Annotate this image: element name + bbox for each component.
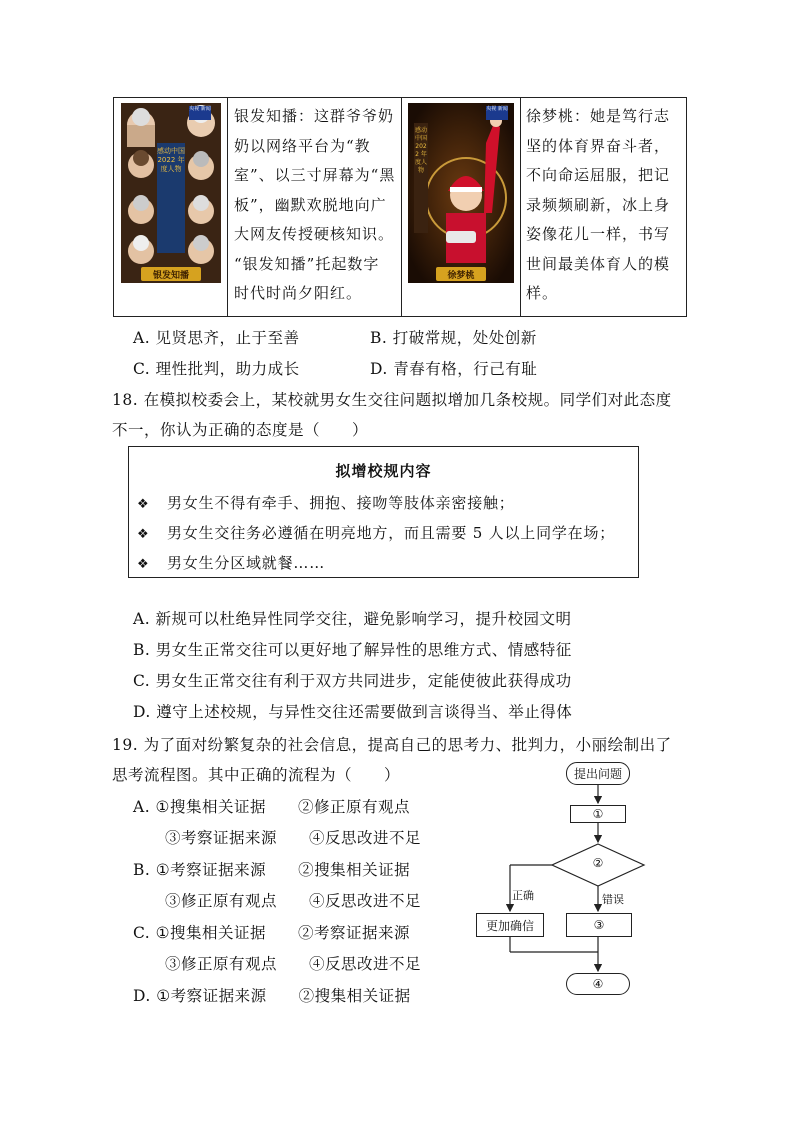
q17-option-c: C. 理性批判，助力成长 (133, 360, 300, 378)
flow-confirm-node: 更加确信 (476, 913, 544, 937)
flow-yes-label: 正确 (512, 889, 534, 902)
rule-item: ❖ 男女生不得有牵手、拥抱、接吻等肢体亲密接触； (137, 494, 515, 512)
rules-box-title: 拟增校规内容 (335, 462, 432, 480)
cell1-text: 银发知播：这群爷爷奶 奶以网络平台为“教 室”、以三寸屏幕为“黑 板”，幽默欢脱地向广 大网友传授硬核知识。 “银发知播”托起数字 时代时尚夕阳红。 (234, 107, 396, 302)
q19-stem-line1: 19. 为了面对纷繁复杂的社会信息，提高自己的思考力、批判力，小丽绘制出了 (112, 736, 672, 754)
rule-item: ❖ 男女生分区域就餐…… (137, 554, 326, 572)
table-divider (520, 98, 521, 316)
q17-option-d: D. 青春有格，行己有耻 (370, 360, 538, 378)
flow-step1-node: ① (570, 805, 626, 823)
flow-decision-node: ② (592, 856, 604, 870)
q17-option-b: B. 打破常规，处处创新 (370, 329, 537, 347)
cell2-text: 徐梦桃：她是笃行志 坚的体育界奋斗者， 不向命运屈服，把记 录频频刷新，冰上身 姿像花儿一样，书写 世间最美体育人的模 样。 (526, 107, 671, 302)
table-divider (401, 98, 402, 316)
q18-option-a: A. 新规可以杜绝异性同学交往，避免影响学习，提升校园文明 (133, 610, 572, 628)
q17-option-a: A. 见贤思齐，止于至善 (133, 329, 300, 347)
xu-mengtao-photo (408, 103, 514, 283)
badge-label: 央视 新闻 (189, 106, 211, 112)
badge-label: 央视 新闻 (486, 106, 508, 112)
flow-no-label: 错误 (602, 893, 624, 906)
q19-option-d: D. ①考察证据来源 ②搜集相关证据 (133, 987, 411, 1005)
silver-streamers-photo (121, 103, 221, 283)
q19-option-b-cont: ③修正原有观点 ④反思改进不足 (133, 892, 422, 910)
vertical-caption: 感动中国 2022 年度人物 (414, 127, 427, 174)
q19-option-b: B. ①考察证据来源 ②搜集相关证据 (133, 861, 411, 879)
table-divider (227, 98, 228, 316)
diamond-bullet-icon: ❖ (137, 497, 150, 512)
q18-stem-line1: 18. 在模拟校委会上，某校就男女生交往问题拟增加几条校规。同学们对此态度 (112, 391, 672, 409)
proposed-rules-box (128, 446, 639, 578)
vertical-caption: 感动中国 2022 年度人物 (157, 147, 185, 173)
photo-caption: 银发知播 (152, 271, 189, 281)
flow-start-node: 提出问题 (566, 762, 630, 785)
diamond-bullet-icon: ❖ (137, 557, 150, 572)
q18-stem-line2: 不一，你认为正确的态度是（ ） (112, 421, 369, 439)
comparison-table (113, 97, 687, 317)
flow-step3-node: ③ (566, 913, 632, 937)
q19-option-a: A. ①搜集相关证据 ②修正原有观点 (133, 798, 410, 816)
rule-item: ❖ 男女生交往务必遵循在明亮地方，而且需要 5 人以上同学在场； (137, 524, 616, 542)
flow-end-node: ④ (566, 973, 630, 995)
q19-option-c-cont: ③修正原有观点 ④反思改进不足 (133, 955, 422, 973)
q18-option-c: C. 男女生正常交往有利于双方共同进步，定能使彼此获得成功 (133, 672, 572, 690)
q19-option-c: C. ①搜集相关证据 ②考察证据来源 (133, 924, 411, 942)
thinking-flowchart (470, 760, 660, 1000)
q19-stem-line2: 思考流程图。其中正确的流程为（ ） (112, 766, 401, 784)
flowchart-connectors (470, 760, 660, 1000)
diamond-bullet-icon: ❖ (137, 527, 150, 542)
photo-caption: 徐梦桃 (447, 271, 475, 281)
q18-option-d: D. 遵守上述校规，与异性交往还需要做到言谈得当、举止得体 (133, 703, 573, 721)
q19-option-a-cont: ③考察证据来源 ④反思改进不足 (133, 829, 422, 847)
q18-option-b: B. 男女生正常交往可以更好地了解异性的思维方式、情感特征 (133, 641, 572, 659)
